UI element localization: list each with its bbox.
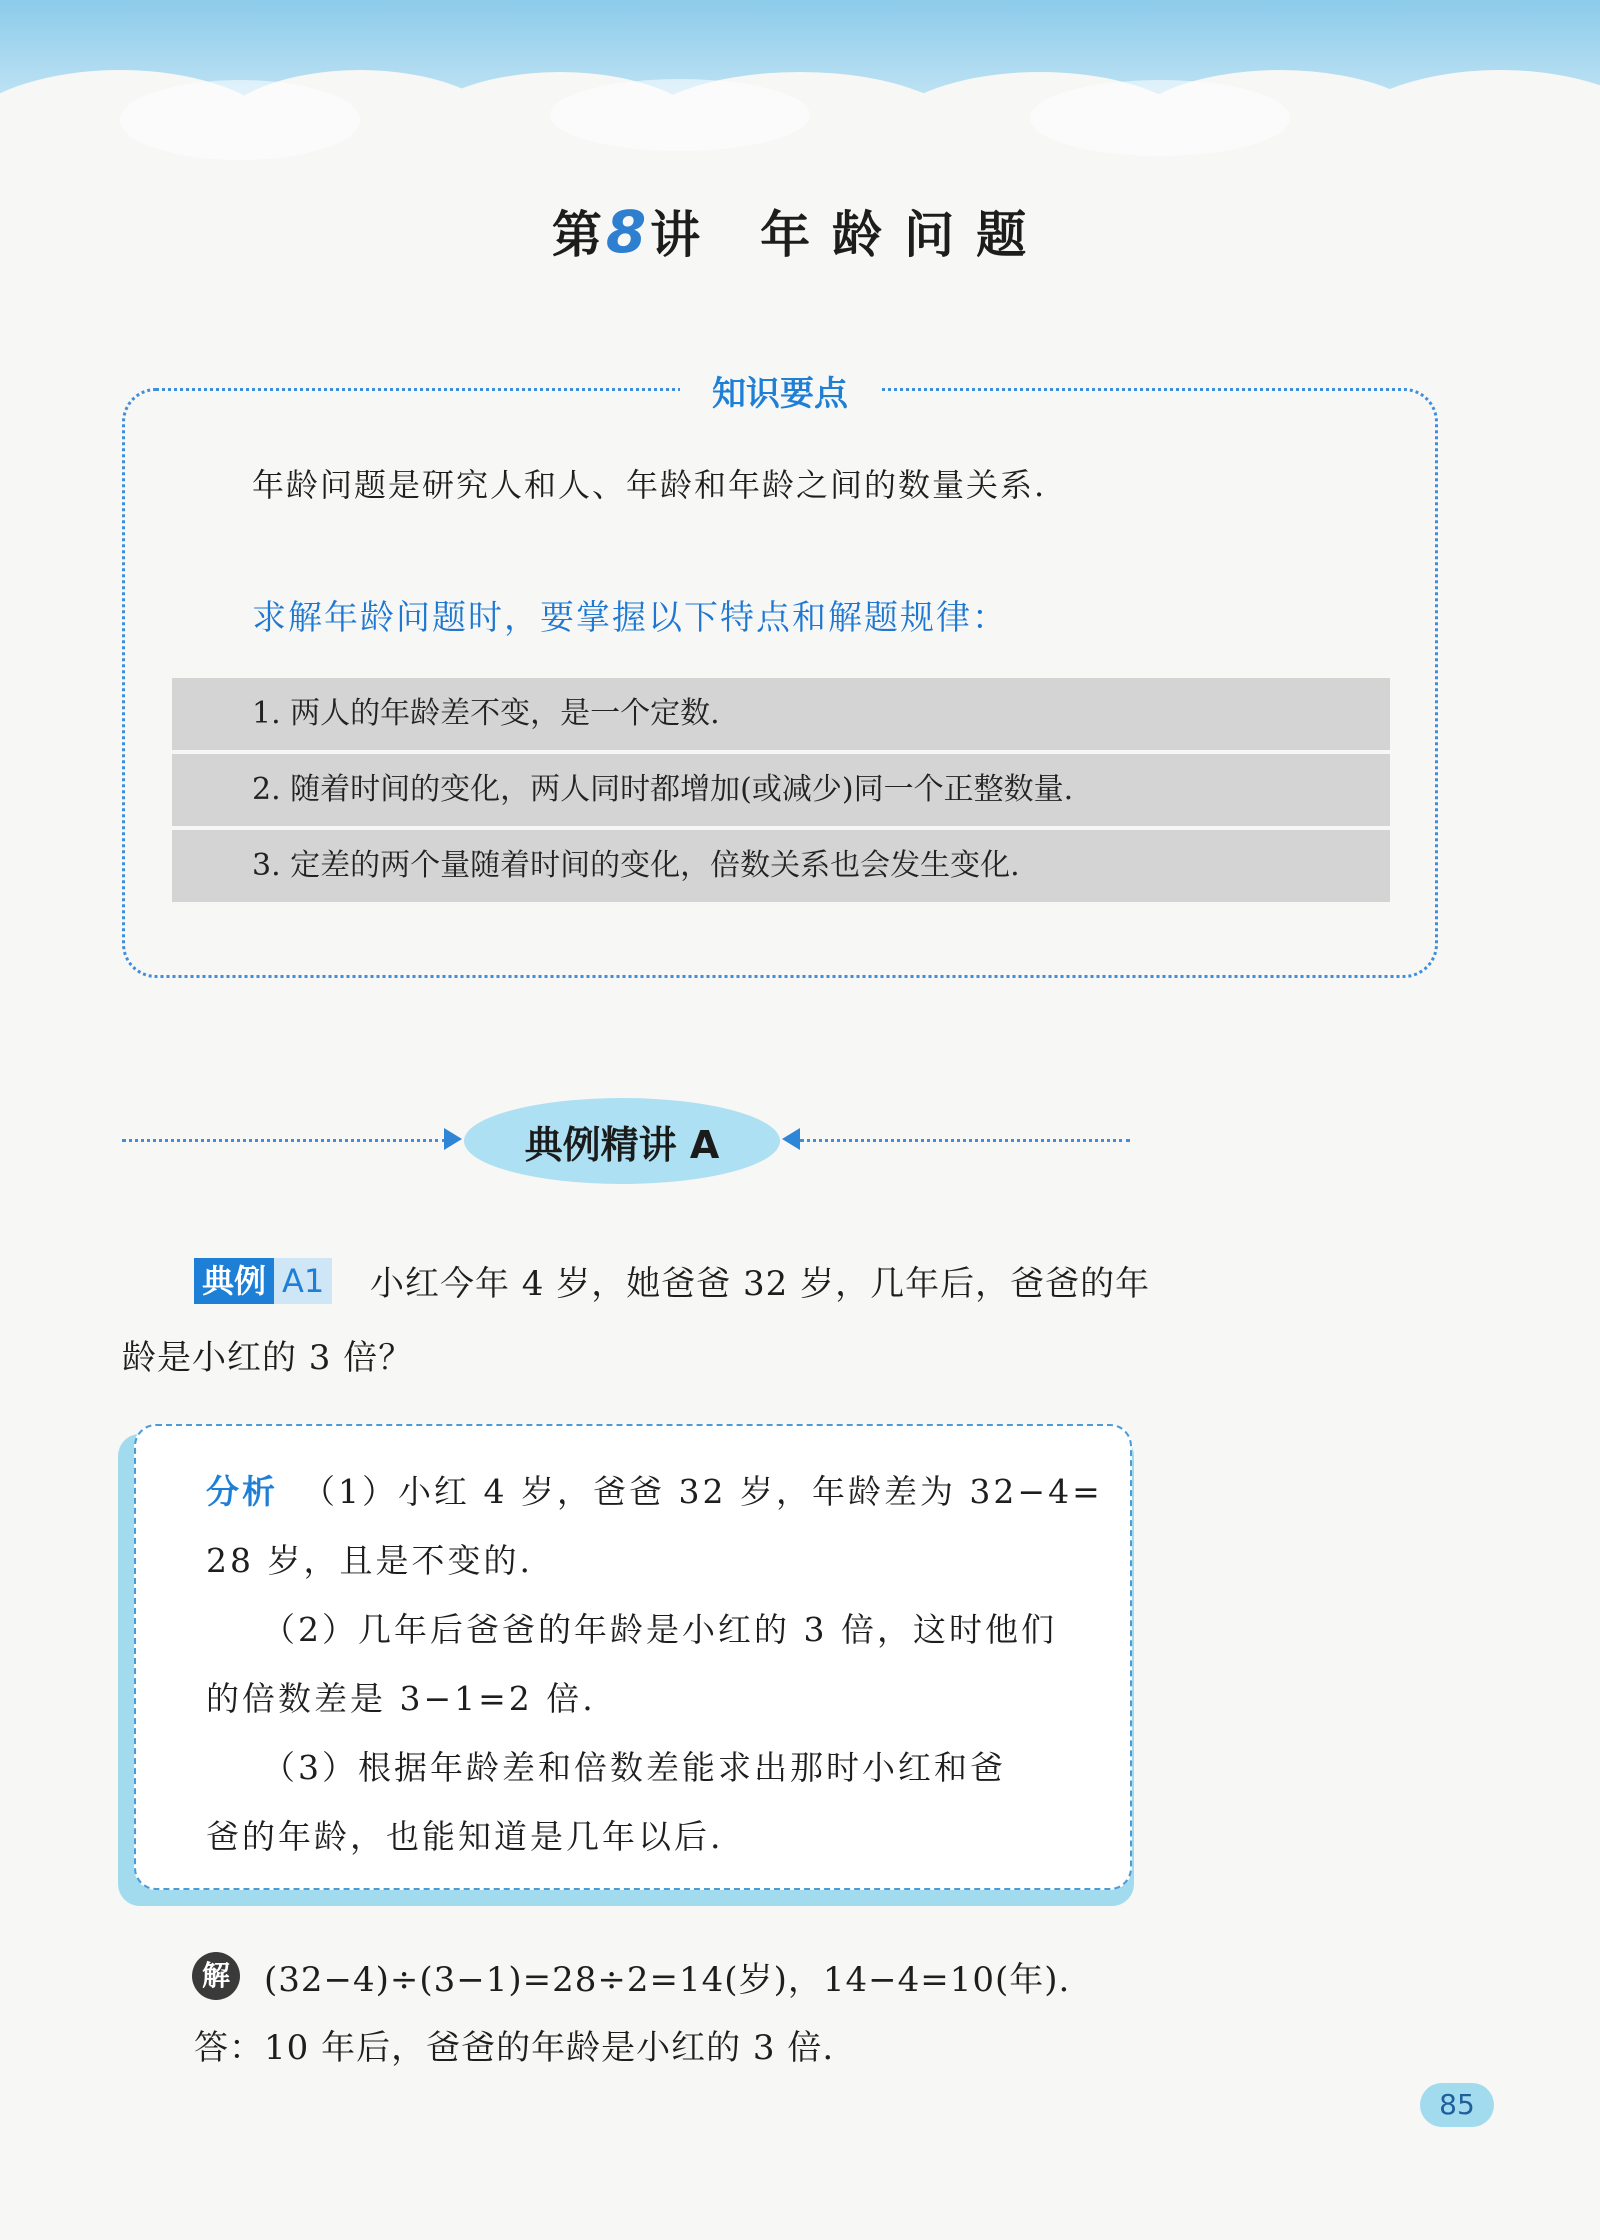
analysis-line: （3）根据年龄差和倍数差能求出那时小红和爸 xyxy=(262,1748,1006,1787)
example-badge-main: 典例 xyxy=(194,1258,274,1304)
page-title xyxy=(0,195,1600,267)
solution-line1: (32−4)÷(3−1)=28÷2=14(岁)，14−4=10(年). xyxy=(264,1960,1071,2000)
triangle-right-icon xyxy=(444,1128,462,1150)
analysis-text: （1）小红 4 岁，爸爸 32 岁，年龄差为 32−4= xyxy=(302,1472,1103,1511)
knowledge-heading: 知识要点 xyxy=(712,374,848,414)
example-badge-code: A1 xyxy=(274,1258,332,1304)
section-divider-right xyxy=(800,1139,1130,1142)
analysis-line: （2）几年后爸爸的年龄是小红的 3 倍，这时他们 xyxy=(262,1610,1057,1649)
lesson-number: 8 xyxy=(605,198,651,266)
analysis-line: 的倍数差是 3−1=2 倍. xyxy=(206,1679,596,1718)
analysis-line: 28 岁，且是不变的. xyxy=(206,1541,533,1580)
rule-item: 2. 随着时间的变化，两人同时都增加(或减少)同一个正整数量. xyxy=(172,754,1390,826)
example-badge xyxy=(194,1258,332,1304)
title-prefix: 第 xyxy=(551,206,606,264)
cloud-banner xyxy=(0,0,1600,190)
rule-item: 3. 定差的两个量随着时间的变化，倍数关系也会发生变化. xyxy=(172,830,1390,902)
page-number: 85 xyxy=(1420,2083,1494,2127)
section-divider-left xyxy=(122,1139,446,1142)
analysis-line xyxy=(206,1466,1103,1513)
section-title: 典例精讲 A xyxy=(524,1123,720,1167)
triangle-left-icon xyxy=(782,1128,800,1150)
knowledge-tip: 求解年龄问题时，要掌握以下特点和解题规律： xyxy=(252,598,1008,638)
analysis-label: 分析 xyxy=(206,1472,278,1511)
knowledge-text: 年龄问题是研究人和人、年龄和年龄之间的数量关系. xyxy=(252,466,1047,504)
rule-item: 1. 两人的年龄差不变，是一个定数. xyxy=(172,678,1390,750)
example-text-line1: 小红今年 4 岁，她爸爸 32 岁，几年后，爸爸的年 xyxy=(370,1264,1151,1304)
rules-list xyxy=(172,678,1390,906)
title-suffix: 讲 xyxy=(650,206,705,264)
solution-icon: 解 xyxy=(192,1952,240,2000)
lesson-topic: 年龄问题 xyxy=(760,206,1049,264)
solution-answer: 答：10 年后，爸爸的年龄是小红的 3 倍. xyxy=(194,2028,835,2068)
example-text-line2: 龄是小红的 3 倍？ xyxy=(122,1338,414,1378)
analysis-line: 爸的年龄，也能知道是几年以后. xyxy=(206,1817,724,1856)
